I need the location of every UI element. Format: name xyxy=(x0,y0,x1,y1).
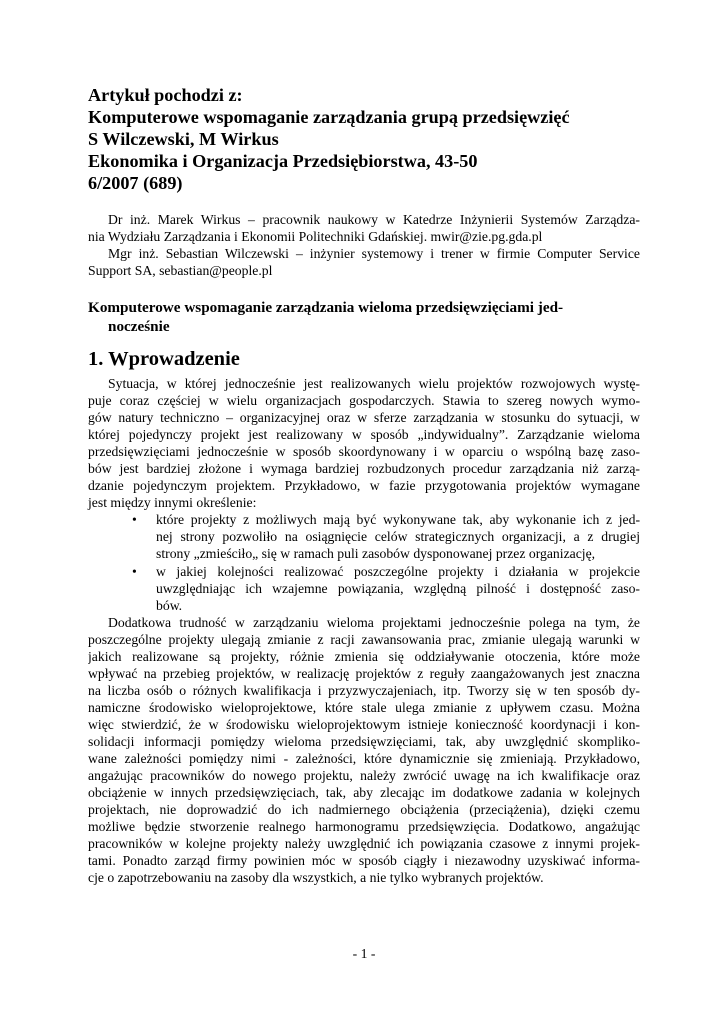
bullet-line: nej strony pozwoliło na osiągnięcie celów strategicznych organizacji, a z drugiej xyxy=(156,529,640,545)
paragraph-line: namiczne środowisko wieloprojektowe, które stale ulega zmianie z upływem czasu. Można xyxy=(88,699,640,715)
author-note-line: Mgr inż. Sebastian Wilczewski – inżynier systemowy i trener w firmie Computer Service xyxy=(108,246,640,262)
author-note-line: Dr inż. Marek Wirkus – pracownik naukowy w Katedrze Inżynierii Systemów Zarządza- xyxy=(108,212,640,227)
author-notes xyxy=(88,211,640,279)
paragraph-line: pracowników w kolejne projekty należy uwzględnić ich powiązania czasowe z innymi projek- xyxy=(88,836,640,852)
header-journal: Ekonomika i Organizacja Przedsiębiorstwa, 43-50 xyxy=(88,151,478,172)
author-note-line: nia Wydziału Zarządzania i Ekonomii Politechniki Gdańskiej. mwir@zie.pg.gda.pl xyxy=(88,229,543,245)
author-note-line: Support SA, sebastian@people.pl xyxy=(88,263,273,279)
paragraph-line: jakich realizowane są projekty, różnie zmienia się oddziaływanie otoczenia, które może xyxy=(88,648,640,664)
header-source-label: Artykuł pochodzi z: xyxy=(88,85,243,105)
article-title xyxy=(88,298,640,336)
bullet-item xyxy=(88,511,640,528)
paragraph-line: obciążenie w innych przedsięwzięciach, tak, aby zlecając im dodatkowe zadania w kolejnych xyxy=(88,785,640,801)
paragraph-line: cje o zapotrzebowaniu na zasoby dla wszystkich, a nie tylko wybranych projektów. xyxy=(88,870,544,886)
paragraph-line: solidacji informacji pomiędzy wieloma przedsięwzięciami, tak, aby uwzględnić skompliko- xyxy=(88,733,640,749)
paragraph-line: wpływać na przebieg projektów, w realizację projektów z reguły zaangażowanych jest znaczna xyxy=(88,665,640,681)
header-book-title: Komputerowe wspomaganie zarządzania grupą przedsięwzięć xyxy=(88,107,570,128)
paragraph-line: poszczególne projekty ulegają zmianie z racji zawansowania prac, zmianie ulegają warunki w xyxy=(88,631,640,647)
article-title-line: nocześnie xyxy=(108,318,170,335)
section-heading: 1. Wprowadzenie xyxy=(88,348,240,370)
paragraph-line: na liczba osób o różnych kwalifikacja i przyzwyczajeniach, itp. Tworzy się w ten sposób dy- xyxy=(88,682,640,698)
paragraph-line: jest między innymi określenie: xyxy=(88,495,257,511)
bullet-item xyxy=(88,563,640,580)
bullet-line: w jakiej kolejności realizować poszczególne projekty i działania w projekcie xyxy=(156,563,640,579)
paragraph-line: możliwe będzie stworzenie realnego harmonogramu przedsięwzięcia. Dodatkowo, angażując xyxy=(88,819,640,835)
page-number: - 1 - xyxy=(352,946,376,961)
paragraph-line: wane zależności pomiędzy nimi - zależności, które dynamicznie się zmieniają. Przykładowo, xyxy=(88,751,640,767)
header-issue: 6/2007 (689) xyxy=(88,173,183,194)
article-title-line: Komputerowe wspomaganie zarządzania wieloma przedsięwzięciami jed- xyxy=(88,299,564,316)
bullet-line: uwzględniając ich wzajemne powiązania, względną pilność i dostępność zaso- xyxy=(156,580,640,596)
paragraph-line: puje coraz częściej w wielu organizacjach gospodarczych. Stawia to szereg nowych wymo- xyxy=(88,393,640,409)
bullet-line: strony „zmieściło„ się w ramach puli zasobów dysponowanej przez organizację, xyxy=(156,546,596,562)
source-header xyxy=(88,84,648,194)
body-text xyxy=(88,375,640,886)
header-authors: S Wilczewski, M Wirkus xyxy=(88,129,279,150)
bullet-icon: • xyxy=(132,563,137,579)
bullet-line: które projekty z możliwych mają być wykonywane tak, aby wykonanie ich z jed- xyxy=(156,512,640,528)
paragraph-line: Sytuacja, w której jednocześnie jest realizowanych wielu projektów rozwojowych wystę- xyxy=(108,376,640,391)
paragraph-line: której pojedynczy projekt jest realizowany w sposób „indywidualny”. Zarządzanie wieloma xyxy=(88,427,640,443)
paragraph-line: tami. Ponadto zarząd firmy powinien móc w sposób ciągły i niezawodny uzyskiwać informa- xyxy=(88,853,640,869)
bullet-icon: • xyxy=(132,512,137,528)
bullet-line: bów. xyxy=(156,597,183,613)
paragraph-line: projektach, nie doprowadzić do ich nadmiernego obciążenia (przeciążenia), dzięki czemu xyxy=(88,802,640,818)
paragraph-line: bów jest bardziej złożone i wymaga bardziej rozbudzonych procedur zarządzania niż zarzą- xyxy=(88,461,640,477)
paragraph-line: angażując pracowników do nowego projektu, należy zwrócić uwagę na ich kwalifikacje oraz xyxy=(88,768,640,784)
paragraph-line: dzanie pojedynczym projektem. Przykładowo, w fazie przygotowania projektów wymagane xyxy=(88,478,640,494)
paragraph-line: więc stwierdzić, że w środowisku wieloprojektowym istnieje konieczność koordynacji i kon- xyxy=(88,716,640,732)
paragraph-line: przedsięwzięciami jednocześnie w sposób skoordynowany i w oparciu o wspólną bazę zaso- xyxy=(88,444,640,460)
paragraph-line: Dodatkowa trudność w zarządzaniu wieloma projektami jednocześnie polega na tym, że xyxy=(108,614,640,630)
paragraph-line: gów natury techniczno – organizacyjnej oraz w sferze zarządzania w stosunku do sytuacji, w xyxy=(88,410,640,426)
